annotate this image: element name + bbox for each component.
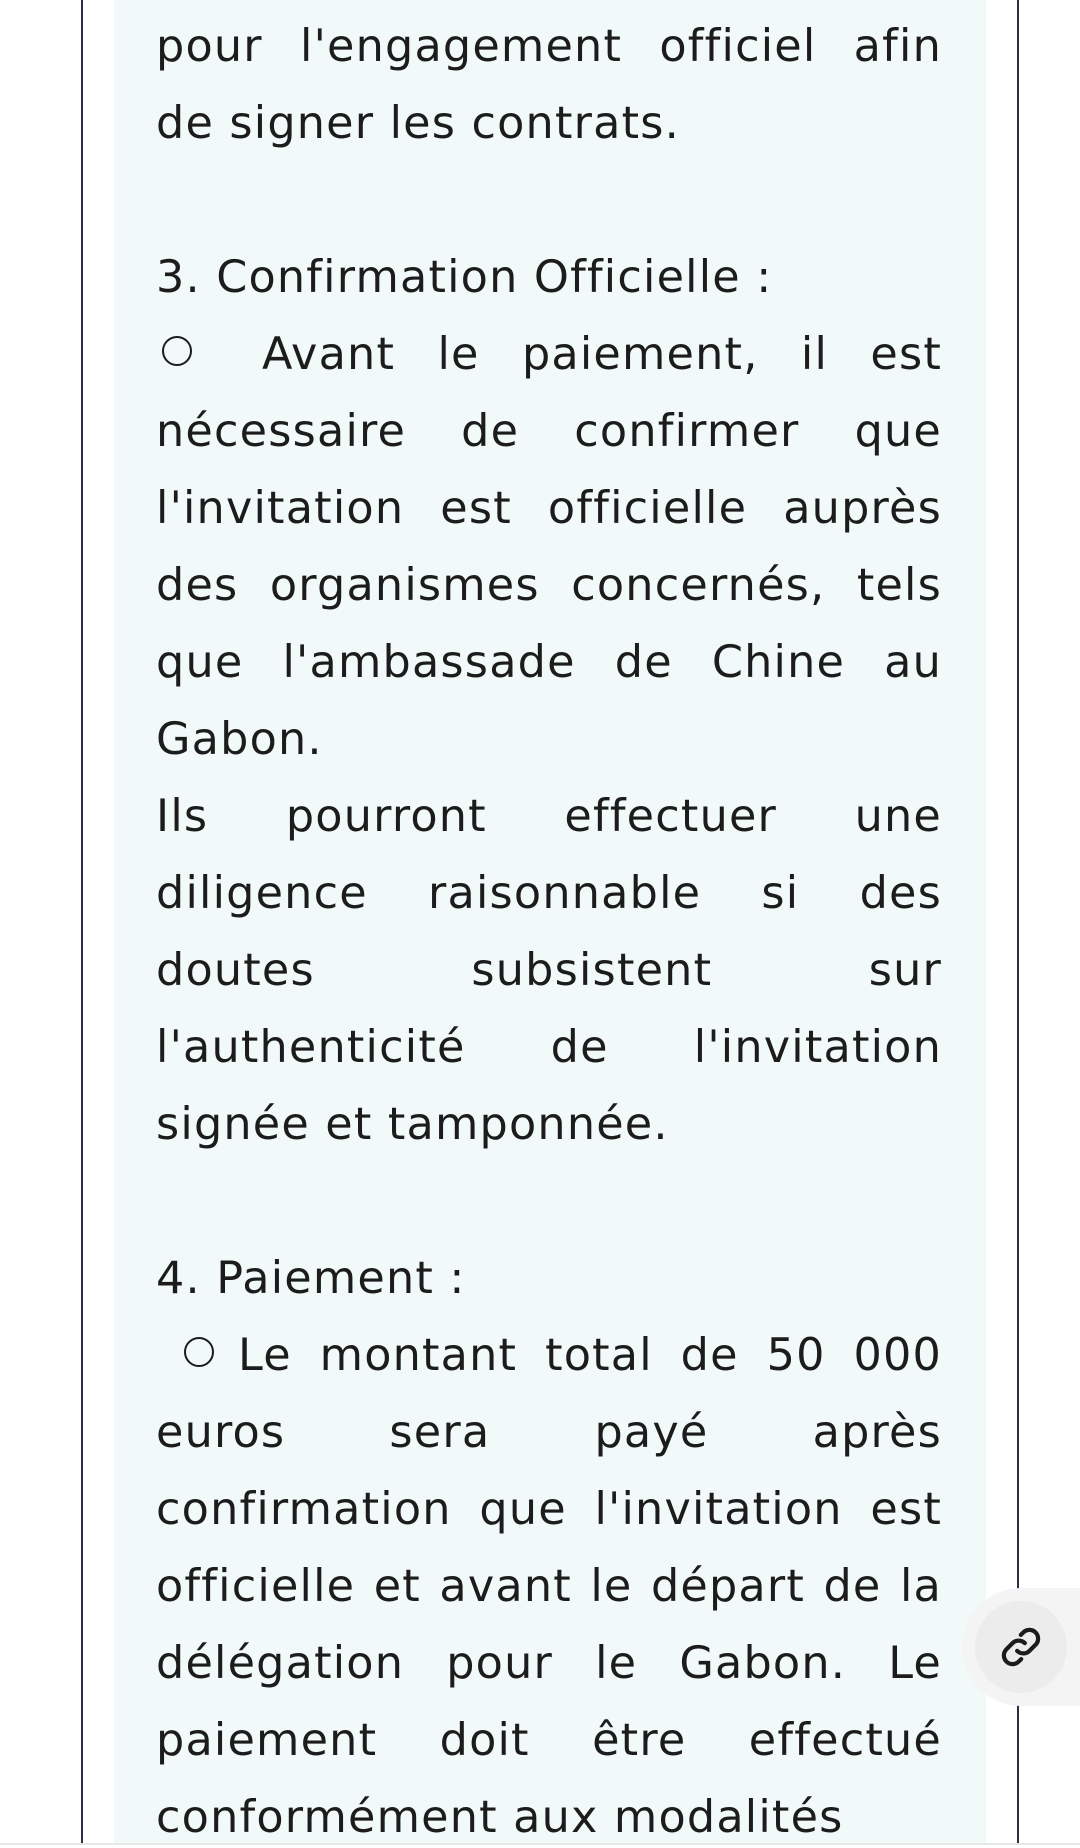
- link-icon: [998, 1624, 1044, 1670]
- paragraph-diligence: Ils pourront effectuer une diligence raisonnable si des doutes subsistent sur l'authenticité de l'invitation signée et tamponnée.: [156, 791, 942, 1150]
- section-heading-confirmation: 3. Confirmation Officielle :: [156, 252, 773, 303]
- bottom-divider: [0, 1843, 1080, 1845]
- copy-link-button-inner[interactable]: [975, 1601, 1067, 1693]
- spacer: [156, 162, 942, 239]
- section-heading-paiement: 4. Paiement :: [156, 1253, 466, 1304]
- list-item-confirmation: [156, 316, 942, 778]
- circle-bullet-icon: [184, 1337, 214, 1367]
- circle-bullet-icon: [162, 336, 192, 366]
- copy-link-button[interactable]: [962, 1588, 1080, 1706]
- frame-border-left: [81, 0, 83, 1843]
- document-panel: [114, 0, 986, 1843]
- document-content: [156, 8, 942, 1843]
- list-item-paiement-text: Le montant total de 50 000 euros sera payé après confirmation que l'invitation est officielle et avant le départ de la délégation pour le Gabon. Le paiement doit être effectué conformément aux modalités: [156, 1330, 942, 1843]
- paragraph-engagement: pour l'engagement officiel afin de signer les contrats.: [156, 21, 942, 149]
- spacer: [156, 1163, 942, 1240]
- frame-border-right: [1017, 0, 1019, 1843]
- list-item-paiement: [156, 1317, 942, 1843]
- list-item-confirmation-text: Avant le paiement, il est nécessaire de confirmer que l'invitation est officielle auprès des organismes concernés, tels que l'ambassade de Chine au Gabon.: [156, 329, 942, 765]
